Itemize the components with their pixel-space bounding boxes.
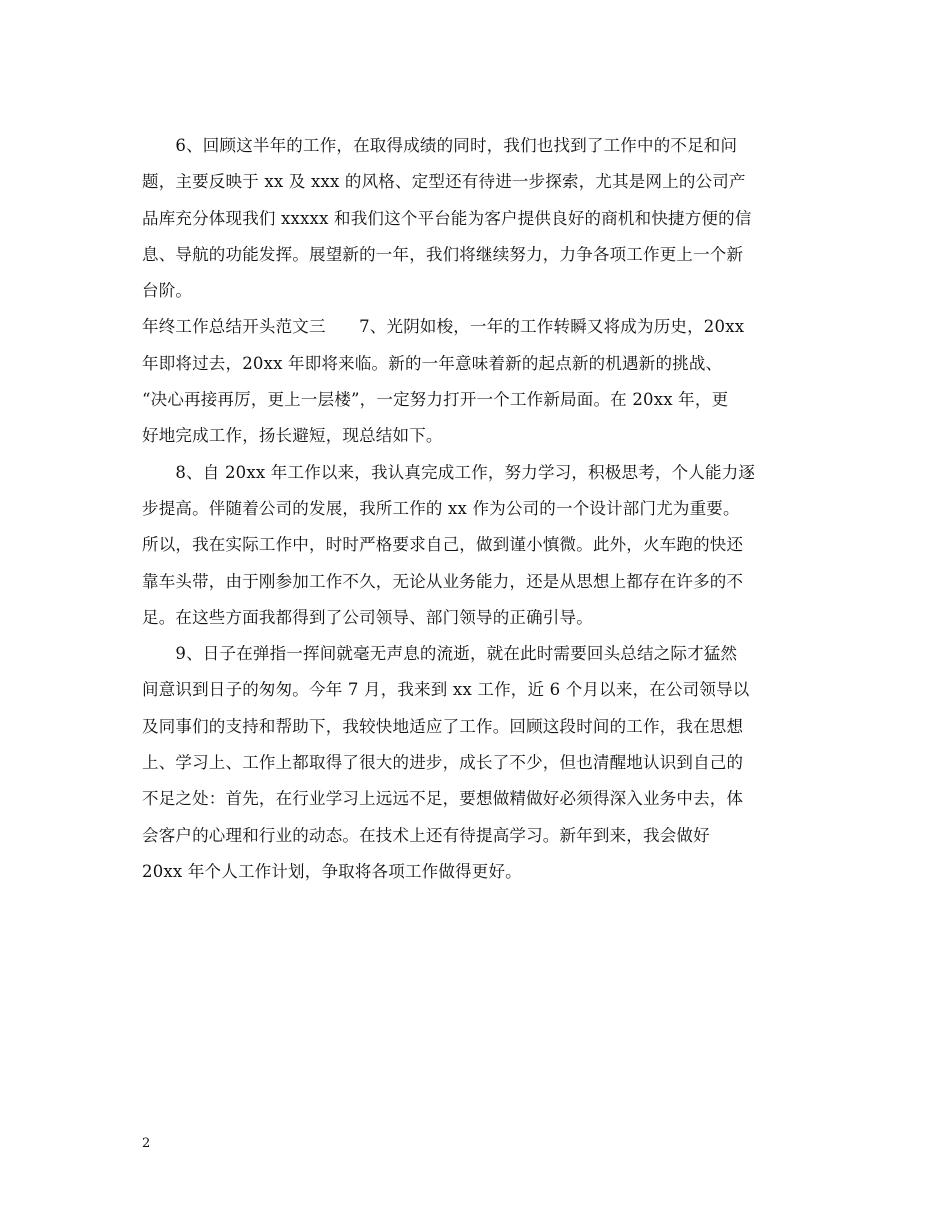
text-line: 年终工作总结开头范文三 7、光阴如梭，一年的工作转瞬又将成为历史，20xx [142, 317, 745, 337]
text-line: 上、学习上、工作上都取得了很大的进步，成长了不少，但也清醒地认识到自己的 [142, 753, 744, 773]
text-line: 好地完成工作，扬长避短，现总结如下。 [142, 426, 443, 446]
text-line: 所以，我在实际工作中，时时严格要求自己，做到谨小慎微。此外，火车跑的快还 [142, 535, 744, 555]
text-line: 6、回顾这半年的工作，在取得成绩的同时，我们也找到了工作中的不足和问 [142, 136, 738, 155]
text-line: 年即将过去，20xx 年即将来临。新的一年意味着新的起点新的机遇新的挑战、 [142, 353, 723, 373]
text-line: 步提高。伴随着公司的发展，我所工作的 xx 作为公司的一个设计部门尤为重要。 [142, 498, 740, 518]
text-line: 靠车头带，由于刚参加工作不久，无论从业务能力，还是从思想上都存在许多的不 [142, 571, 744, 591]
text-line: 间意识到日子的匆匆。今年 7 月，我来到 xx 工作，近 6 个月以来，在公司领导以 [142, 680, 750, 700]
body-text [142, 128, 814, 890]
text-line: 9、日子在弹指一挥间就毫无声息的流逝，就在此时需要回头总结之际才猛然 [142, 644, 738, 664]
text-line: 会客户的心理和行业的动态。在技术上还有待提高学习。新年到来，我会做好 [142, 825, 710, 845]
text-line: 足。在这些方面我都得到了公司领导、部门领导的正确引导。 [142, 607, 593, 627]
text-line: 品库充分体现我们 xxxxx 和我们这个平台能为客户提供良好的商机和快捷方便的信 [142, 208, 752, 228]
text-line: “决心再接再厉，更上一层楼”，一定努力打开一个工作新局面。在 20xx 年，更 [142, 390, 729, 410]
text-line: 题，主要反映于 xx 及 xxx 的风格、定型还有待进一步探索，尤其是网上的公司产 [142, 172, 746, 192]
page-number: 2 [142, 1136, 151, 1151]
text-line: 8、自 20xx 年工作以来，我认真完成工作，努力学习，积极思考，个人能力逐 [142, 462, 756, 482]
text-line: 息、导航的功能发挥。展望新的一年，我们将继续努力，力争各项工作更上一个新 [142, 244, 744, 264]
text-line: 20xx 年个人工作计划，争取将各项工作做得更好。 [142, 861, 522, 881]
text-line: 不足之处：首先，在行业学习上远远不足，要想做精做好必须得深入业务中去，体 [142, 789, 744, 809]
text-line: 及同事们的支持和帮助下，我较快地适应了工作。回顾这段时间的工作，我在思想 [142, 716, 744, 736]
text-line: 台阶。 [142, 281, 193, 301]
